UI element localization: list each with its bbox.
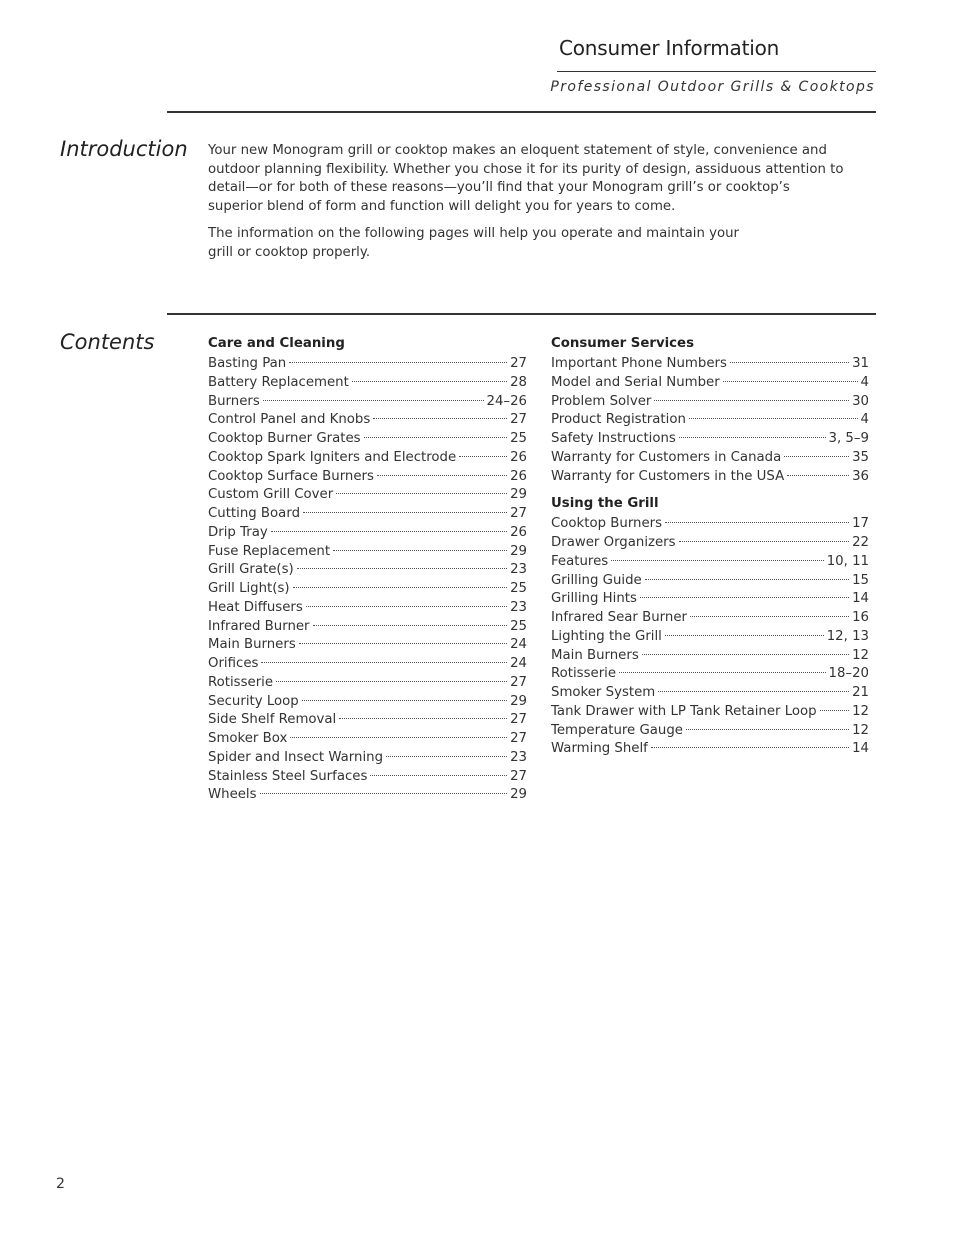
- toc-entry: [208, 524, 527, 543]
- intro-paragraph: The information on the following pages will help you operate and maintain your grill or cooktop properly.: [208, 226, 740, 260]
- toc-leader-dots: [260, 793, 508, 794]
- toc-entry: [551, 609, 869, 628]
- toc-heading-using-the-grill: Using the Grill: [551, 496, 659, 512]
- toc-entry: [208, 636, 527, 655]
- toc-entry-page: 29: [510, 487, 527, 503]
- toc-leader-dots: [276, 681, 507, 682]
- toc-entry-label: Custom Grill Cover: [208, 487, 334, 503]
- toc-leader-dots: [339, 718, 507, 719]
- header-title: Consumer Information: [559, 36, 780, 60]
- toc-entry: [208, 543, 527, 562]
- toc-entry-page: 29: [510, 543, 527, 559]
- toc-entry: [208, 730, 527, 749]
- toc-leader-dots: [303, 512, 507, 513]
- toc-entry-page: 24: [510, 656, 527, 671]
- toc-leader-dots: [370, 775, 507, 776]
- toc-entry-page: 26: [510, 468, 527, 484]
- toc-entry-page: 27: [510, 412, 527, 428]
- toc-entry: [551, 468, 869, 487]
- toc-leader-dots: [665, 522, 849, 523]
- toc-entry-page: 24: [510, 637, 527, 653]
- toc-column-right: [551, 334, 869, 759]
- toc-entry-label: Tank Drawer with LP Tank Retainer Loop: [551, 703, 817, 719]
- toc-entry-label: Side Shelf Removal: [208, 712, 337, 728]
- toc-list-care-and-cleaning: [208, 355, 527, 805]
- toc-leader-dots: [651, 747, 849, 748]
- toc-entry-label: Rotisserie: [208, 674, 274, 690]
- toc-entry: [551, 449, 869, 468]
- toc-entry-page: 18–20: [828, 666, 869, 682]
- toc-entry-label: Cooktop Burner Grates: [208, 431, 361, 446]
- toc-entry-label: Important Phone Numbers: [551, 356, 727, 371]
- toc-entry-label: Lighting the Grill: [551, 628, 662, 644]
- toc-leader-dots: [299, 643, 507, 644]
- page-number: 2: [56, 1176, 65, 1192]
- toc-entry-page: 24–26: [486, 393, 527, 409]
- toc-entry-label: Control Panel and Knobs: [208, 412, 371, 428]
- toc-leader-dots: [723, 381, 858, 382]
- toc-entry-label: Cutting Board: [208, 506, 301, 521]
- toc-leader-dots: [730, 362, 849, 363]
- toc-entry-label: Warranty for Customers in the USA: [551, 468, 785, 484]
- toc-leader-dots: [679, 437, 826, 438]
- toc-entry-page: 10, 11: [826, 553, 869, 569]
- toc-entry-page: 21: [852, 685, 869, 700]
- toc-leader-dots: [611, 560, 824, 561]
- toc-entry-label: Cooktop Surface Burners: [208, 468, 374, 484]
- toc-leader-dots: [261, 662, 507, 663]
- toc-heading-care-and-cleaning: Care and Cleaning: [208, 336, 345, 351]
- intro-divider: [167, 111, 876, 113]
- toc-leader-dots: [289, 362, 507, 363]
- toc-entry: [551, 411, 869, 430]
- toc-leader-dots: [352, 381, 507, 382]
- toc-entry: [208, 711, 527, 730]
- toc-entry-page: 27: [510, 356, 527, 371]
- toc-entry: [551, 703, 869, 722]
- toc-entry-label: Grill Grate(s): [208, 562, 294, 578]
- toc-leader-dots: [293, 587, 508, 588]
- toc-entry: [208, 355, 527, 374]
- toc-entry-page: 23: [510, 562, 527, 578]
- toc-entry-label: Wheels: [208, 787, 257, 803]
- toc-leader-dots: [459, 456, 507, 457]
- toc-entry-page: 4: [860, 374, 869, 390]
- toc-entry-page: 14: [852, 741, 869, 757]
- toc-entry-page: 3, 5–9: [828, 431, 869, 446]
- toc-leader-dots: [784, 456, 849, 457]
- toc-entry-label: Safety Instructions: [551, 431, 676, 446]
- toc-leader-dots: [787, 475, 849, 476]
- toc-entry: [208, 655, 527, 674]
- toc-entry-label: Warming Shelf: [551, 741, 648, 757]
- toc-entry-label: Smoker Box: [208, 731, 288, 746]
- toc-leader-dots: [619, 672, 825, 673]
- toc-leader-dots: [377, 475, 507, 476]
- toc-leader-dots: [271, 531, 507, 532]
- toc-entry-page: 17: [852, 516, 869, 532]
- toc-leader-dots: [333, 550, 507, 551]
- toc-column-left: [208, 334, 527, 805]
- toc-entry-label: Cooktop Burners: [551, 516, 663, 532]
- toc-leader-dots: [306, 606, 507, 607]
- toc-entry: [208, 486, 527, 505]
- toc-entry: [208, 693, 527, 712]
- toc-entry-label: Warranty for Customers in Canada: [551, 449, 782, 465]
- toc-entry-label: Security Loop: [208, 693, 299, 709]
- toc-entry: [551, 355, 869, 374]
- toc-entry-label: Infrared Sear Burner: [551, 610, 687, 625]
- toc-leader-dots: [290, 737, 507, 738]
- toc-leader-dots: [642, 654, 849, 655]
- toc-entry: [551, 647, 869, 666]
- toc-entry: [208, 393, 527, 412]
- toc-list-using-the-grill: [551, 515, 869, 759]
- toc-entry-page: 25: [510, 581, 527, 596]
- toc-leader-dots: [665, 635, 824, 636]
- toc-leader-dots: [297, 568, 507, 569]
- toc-entry-label: Features: [551, 553, 609, 569]
- intro-paragraph: Your new Monogram grill or cooktop makes an eloquent statement of style, convenience and outdoor planning flexibility. Whether you chose it for its purity of design, assiduous attention to detail—or for both of these reasons—you’ll find that your Monogram grill’s or cooktop’s superior blend of form and function will delight you for years to come.: [208, 143, 844, 214]
- toc-entry-label: Spider and Insect Warning: [208, 749, 384, 765]
- toc-entry-page: 27: [510, 731, 527, 746]
- toc-entry-page: 12: [852, 647, 869, 663]
- toc-entry: [551, 534, 869, 553]
- toc-entry-label: Battery Replacement: [208, 374, 349, 390]
- toc-entry: [208, 411, 527, 430]
- toc-entry-label: Smoker System: [551, 685, 656, 700]
- toc-entry-label: Grilling Hints: [551, 591, 637, 607]
- toc-entry-page: 22: [852, 535, 869, 550]
- toc-entry-page: 29: [510, 693, 527, 709]
- toc-leader-dots: [645, 579, 849, 580]
- toc-entry-page: 36: [852, 468, 869, 484]
- toc-entry: [551, 740, 869, 759]
- toc-entry: [551, 393, 869, 412]
- toc-entry: [551, 722, 869, 741]
- toc-entry-page: 23: [510, 749, 527, 765]
- toc-entry-page: 28: [510, 374, 527, 390]
- toc-entry-page: 30: [852, 393, 869, 409]
- toc-entry: [208, 618, 527, 637]
- toc-leader-dots: [313, 625, 508, 626]
- header-divider: [557, 71, 876, 72]
- toc-entry-page: 15: [852, 572, 869, 588]
- toc-entry-label: Rotisserie: [551, 666, 617, 682]
- toc-entry-label: Burners: [208, 393, 260, 409]
- toc-entry: [208, 674, 527, 693]
- toc-entry-page: 25: [510, 618, 527, 634]
- toc-entry-label: Temperature Gauge: [551, 722, 683, 738]
- toc-entry: [551, 665, 869, 684]
- toc-list-consumer-services: [551, 355, 869, 486]
- toc-entry-page: 23: [510, 599, 527, 615]
- contents-divider: [167, 313, 876, 315]
- toc-entry: [208, 374, 527, 393]
- toc-entry: [551, 628, 869, 647]
- toc-entry-label: Main Burners: [208, 637, 296, 653]
- toc-leader-dots: [364, 437, 507, 438]
- toc-entry: [551, 430, 869, 449]
- toc-leader-dots: [689, 418, 858, 419]
- toc-entry: [551, 684, 869, 703]
- toc-entry-page: 27: [510, 674, 527, 690]
- toc-entry-page: 26: [510, 524, 527, 540]
- toc-leader-dots: [373, 418, 507, 419]
- toc-entry-page: 12: [852, 722, 869, 738]
- toc-entry: [208, 561, 527, 580]
- toc-heading-consumer-services: Consumer Services: [551, 336, 694, 351]
- toc-entry-label: Infrared Burner: [208, 618, 310, 634]
- toc-entry: [551, 590, 869, 609]
- toc-entry: [551, 515, 869, 534]
- toc-entry-label: Drip Tray: [208, 524, 268, 540]
- toc-entry: [551, 572, 869, 591]
- toc-entry-label: Fuse Replacement: [208, 543, 331, 559]
- toc-entry: [208, 749, 527, 768]
- header-subtitle: Professional Outdoor Grills & Cooktops: [550, 79, 875, 95]
- toc-entry: [208, 505, 527, 524]
- toc-entry-page: 12, 13: [826, 628, 869, 644]
- toc-entry: [551, 374, 869, 393]
- toc-entry-page: 4: [860, 412, 869, 428]
- contents-title: Contents: [60, 330, 155, 354]
- toc-entry-label: Heat Diffusers: [208, 599, 303, 615]
- toc-entry-page: 35: [852, 449, 869, 465]
- toc-entry: [551, 553, 869, 572]
- introduction-body: [208, 142, 848, 272]
- toc-entry-page: 29: [510, 787, 527, 803]
- toc-entry-page: 26: [510, 449, 527, 465]
- toc-entry-label: Orifices: [208, 656, 259, 671]
- toc-entry: [208, 786, 527, 805]
- toc-entry-label: Basting Pan: [208, 356, 287, 371]
- toc-entry-page: 12: [852, 703, 869, 719]
- toc-entry-label: Product Registration: [551, 412, 686, 428]
- toc-entry: [208, 599, 527, 618]
- toc-entry: [208, 449, 527, 468]
- toc-entry-page: 27: [510, 768, 527, 784]
- toc-entry-page: 16: [852, 610, 869, 625]
- toc-leader-dots: [386, 756, 507, 757]
- toc-entry: [208, 430, 527, 449]
- toc-leader-dots: [654, 400, 849, 401]
- toc-entry-label: Grill Light(s): [208, 581, 290, 596]
- toc-leader-dots: [302, 700, 507, 701]
- toc-entry-page: 27: [510, 506, 527, 521]
- toc-leader-dots: [263, 400, 484, 401]
- toc-leader-dots: [820, 710, 849, 711]
- toc-entry: [208, 468, 527, 487]
- toc-leader-dots: [686, 729, 849, 730]
- toc-entry-label: Grilling Guide: [551, 572, 642, 588]
- toc-leader-dots: [336, 493, 507, 494]
- toc-leader-dots: [658, 691, 849, 692]
- toc-entry-page: 14: [852, 591, 869, 607]
- toc-entry: [208, 768, 527, 787]
- toc-leader-dots: [640, 597, 849, 598]
- toc-entry-page: 31: [852, 356, 869, 371]
- toc-entry: [208, 580, 527, 599]
- toc-leader-dots: [690, 616, 849, 617]
- toc-entry-label: Cooktop Spark Igniters and Electrode: [208, 449, 457, 465]
- toc-entry-label: Drawer Organizers: [551, 535, 676, 550]
- toc-entry-page: 25: [510, 431, 527, 446]
- toc-entry-label: Stainless Steel Surfaces: [208, 768, 368, 784]
- toc-entry-label: Main Burners: [551, 647, 639, 663]
- toc-entry-page: 27: [510, 712, 527, 728]
- toc-entry-label: Model and Serial Number: [551, 374, 720, 390]
- introduction-title: Introduction: [60, 137, 188, 161]
- toc-leader-dots: [679, 541, 850, 542]
- toc-entry-label: Problem Solver: [551, 393, 652, 409]
